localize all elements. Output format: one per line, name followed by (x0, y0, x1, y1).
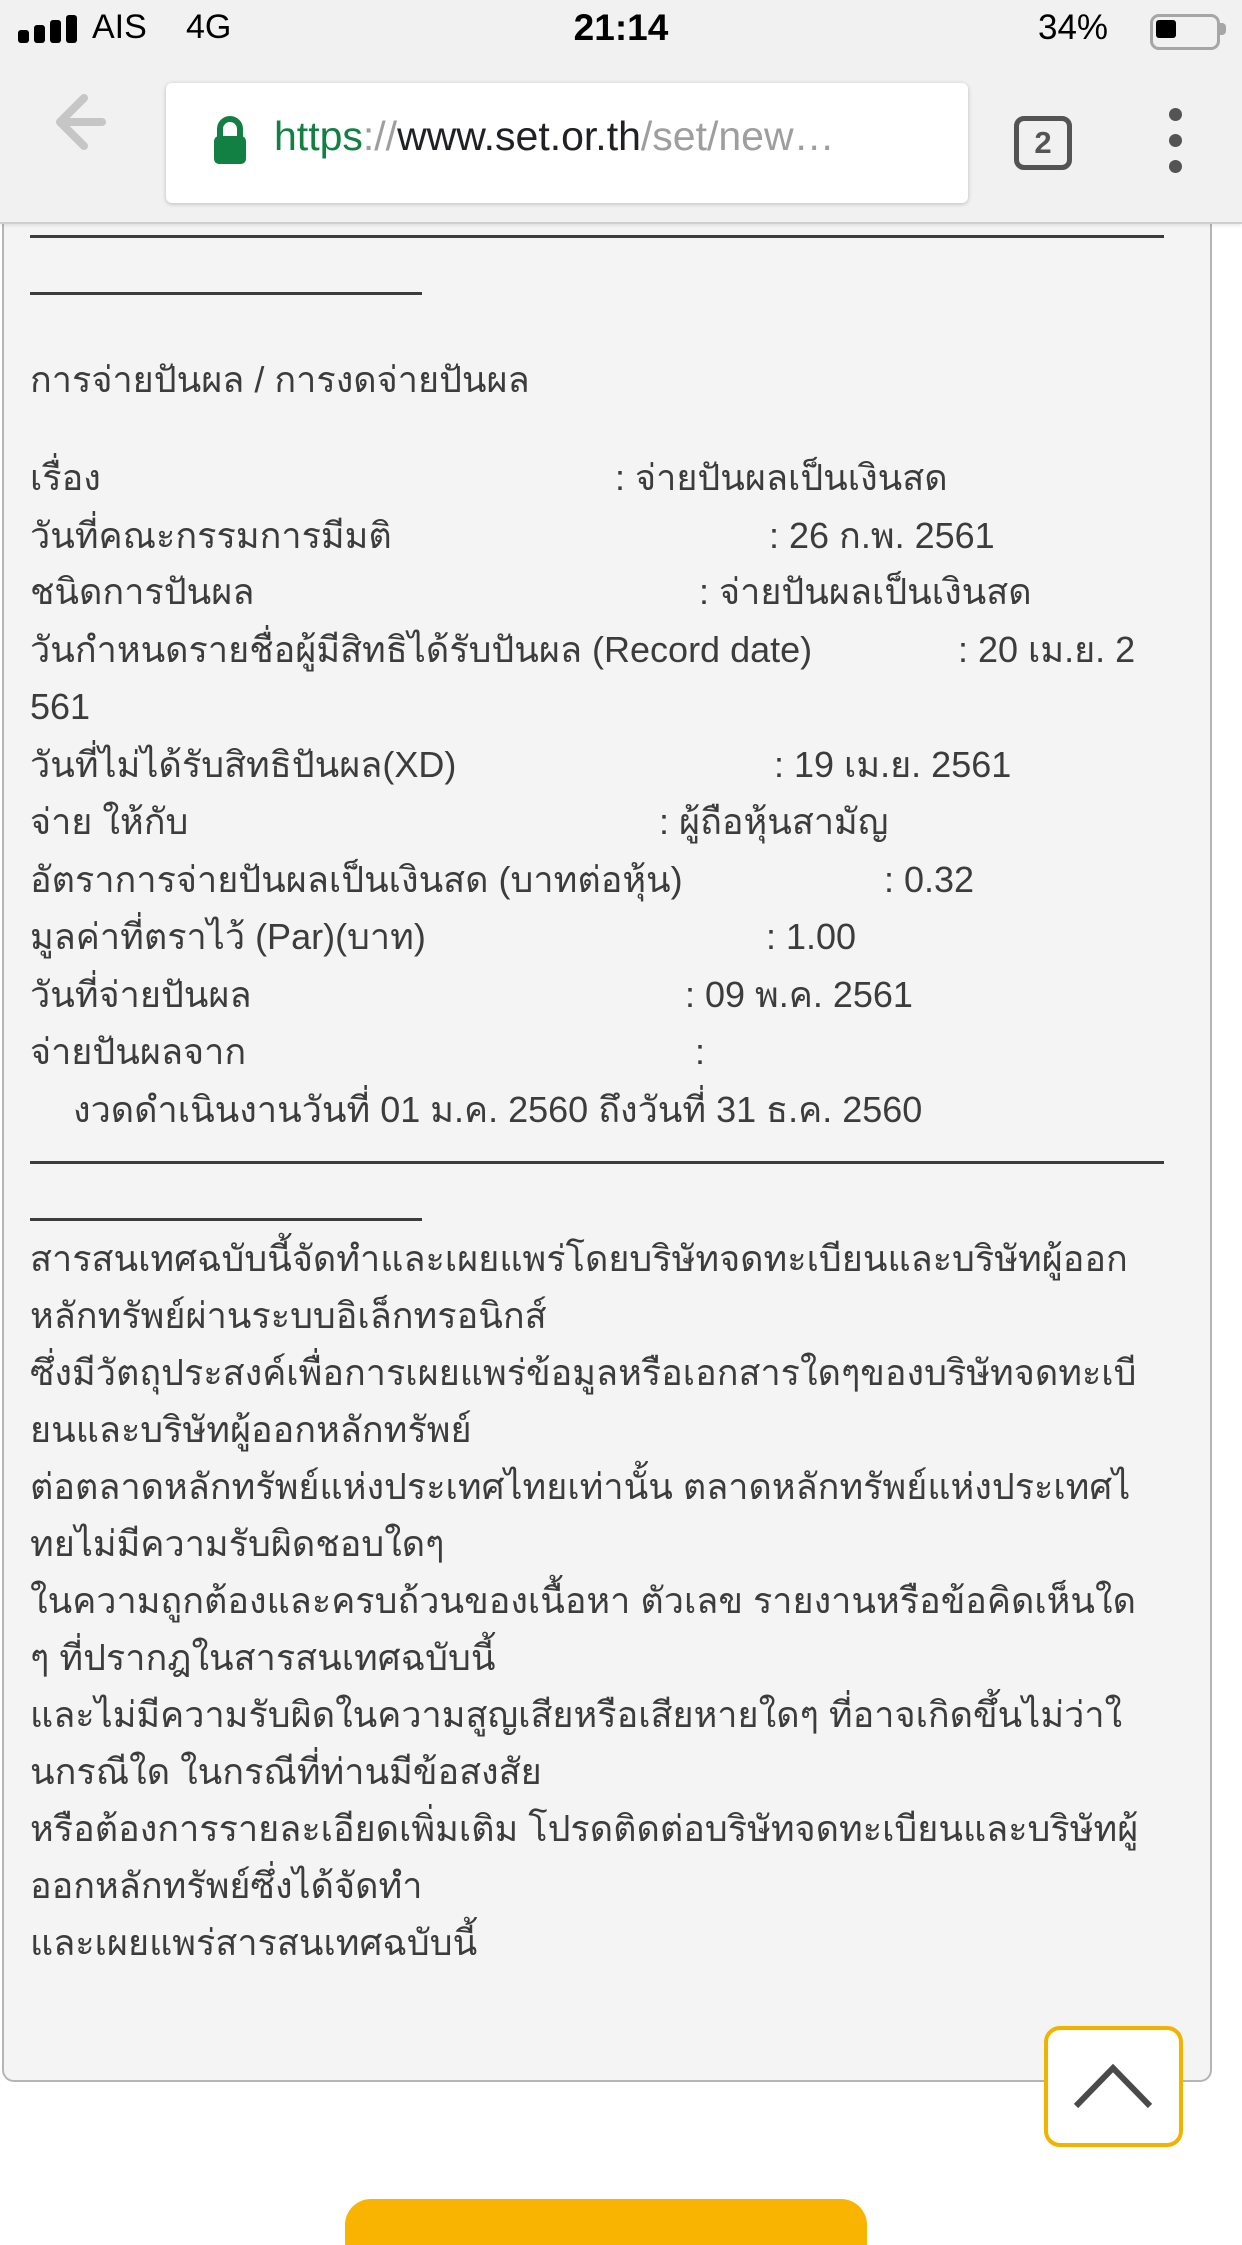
field-label: จ่ายปันผลจาก (30, 1031, 247, 1072)
overflow-menu-button[interactable] (1152, 108, 1196, 178)
field-row (30, 741, 1180, 789)
field-row (30, 856, 1180, 904)
disclaimer-line: หลักทรัพย์ผ่านระบบอิเล็กทรอนิกส์ (30, 1295, 547, 1336)
url-text (274, 113, 835, 160)
field-label: อัตราการจ่ายปันผลเป็นเงินสด (บาทต่อหุ้น) (30, 859, 683, 900)
battery-icon (1150, 14, 1220, 50)
separator-line (30, 292, 422, 295)
back-button[interactable] (38, 80, 118, 160)
disclaimer-line: ๆ ที่ปรากฎในสารสนเทศฉบับนี้ (30, 1637, 496, 1678)
disclaimer-line: ต่อตลาดหลักทรัพย์แห่งประเทศไทยเท่านั้น ตลาดหลักทรัพย์แห่งประเทศไ (30, 1466, 1131, 1507)
field-label: วันที่จ่ายปันผล (30, 974, 252, 1015)
chevron-up-icon (1048, 2030, 1179, 2143)
battery-icon-nub (1220, 23, 1226, 35)
field-row (30, 626, 1180, 674)
url-path: /set/new… (640, 113, 835, 159)
field-value: : 0.32 (884, 859, 975, 900)
field-value: : จ่ายปันผลเป็นเงินสด (615, 457, 948, 498)
field-value: : 19 เม.ย. 2561 (774, 744, 1012, 785)
field-label: วันกำหนดรายชื่อผู้มีสิทธิได้รับปันผล (Record date) (30, 629, 813, 670)
disclaimer-line: หรือต้องการรายละเอียดเพิ่มเติม โปรดติดต่อบริษัทจดทะเบียนและบริษัทผู้ (30, 1808, 1139, 1849)
url-separator: :// (362, 113, 398, 159)
document-title: การจ่ายปันผล / การงดจ่ายปันผล (30, 359, 530, 400)
disclaimer-line: และไม่มีความรับผิดในความสูญเสียหรือเสียหายใดๆ ที่อาจเกิดขึ้นไม่ว่าใ (30, 1694, 1123, 1735)
field-row (30, 1028, 1180, 1076)
disclaimer-line: นกรณีใด ในกรณีที่ท่านมีข้อสงสัย (30, 1751, 542, 1792)
field-label: วันที่ไม่ได้รับสิทธิปันผล(XD) (30, 744, 457, 785)
field-row (30, 798, 1180, 846)
disclaimer-line: ทยไม่มีความรับผิดชอบใดๆ (30, 1523, 445, 1564)
lock-icon (212, 114, 248, 166)
field-label: เรื่อง (30, 457, 101, 498)
back-arrow-icon (38, 80, 118, 160)
field-label: มูลค่าที่ตราไว้ (Par)(บาท) (30, 916, 426, 957)
disclaimer-line: และเผยแพร่สารสนเทศฉบับนี้ (30, 1922, 478, 1963)
tab-switcher-button[interactable]: 2 (1014, 116, 1072, 170)
separator-line (30, 1218, 422, 1221)
field-value: : 09 พ.ค. 2561 (685, 974, 913, 1015)
dividend-period-line: งวดดำเนินงานวันที่ 01 ม.ค. 2560 ถึงวันที่ 31 ธ.ค. 2560 (73, 1089, 923, 1130)
field-label: ชนิดการปันผล (30, 571, 255, 612)
disclaimer-line: ซึ่งมีวัตถุประสงค์เพื่อการเผยแพร่ข้อมูลหรือเอกสารใดๆของบริษัทจดทะเบี (30, 1352, 1137, 1393)
disclaimer-line: ยนและบริษัทผู้ออกหลักทรัพย์ (30, 1409, 472, 1450)
field-label: วันที่คณะกรรมการมีมติ (30, 515, 392, 556)
url-host: www.set.or.th (397, 113, 641, 159)
field-row (30, 913, 1180, 961)
network-type-label: 4G (186, 8, 232, 46)
field-value: : 1.00 (766, 916, 857, 957)
disclaimer-line: สารสนเทศฉบับนี้จัดทำและเผยแพร่โดยบริษัทจดทะเบียนและบริษัทผู้ออก (30, 1238, 1128, 1279)
status-bar (0, 0, 1242, 60)
announcement-content (2, 222, 1212, 2082)
disclaimer-line: ในความถูกต้องและครบถ้วนของเนื้อหา ตัวเลข รายงานหรือข้อคิดเห็นใด (30, 1580, 1136, 1621)
disclaimer-line: ออกหลักทรัพย์ซึ่งได้จัดทำ (30, 1865, 423, 1906)
field-value: : 20 เม.ย. 2 (958, 629, 1136, 670)
field-row (30, 454, 1180, 502)
field-row (30, 512, 1180, 560)
field-value: : (695, 1031, 706, 1072)
field-value: : จ่ายปันผลเป็นเงินสด (699, 571, 1032, 612)
field-row (30, 568, 1180, 616)
scroll-to-top-button[interactable] (1044, 2026, 1183, 2147)
bottom-action-button[interactable] (345, 2199, 867, 2245)
field-value-wrap: 561 (30, 686, 91, 727)
separator-line (30, 235, 1164, 238)
separator-line (30, 1161, 1164, 1164)
field-row (30, 971, 1180, 1019)
status-clock: 21:14 (573, 7, 669, 48)
field-value: : 26 ก.พ. 2561 (769, 515, 995, 556)
browser-toolbar (0, 60, 1242, 224)
field-value: : ผู้ถือหุ้นสามัญ (659, 801, 889, 842)
field-label: จ่าย ให้กับ (30, 801, 189, 842)
url-address-field[interactable] (166, 83, 968, 203)
battery-percent-label: 34% (1038, 8, 1109, 47)
url-scheme: https (274, 113, 363, 159)
carrier-label: AIS (92, 8, 147, 46)
